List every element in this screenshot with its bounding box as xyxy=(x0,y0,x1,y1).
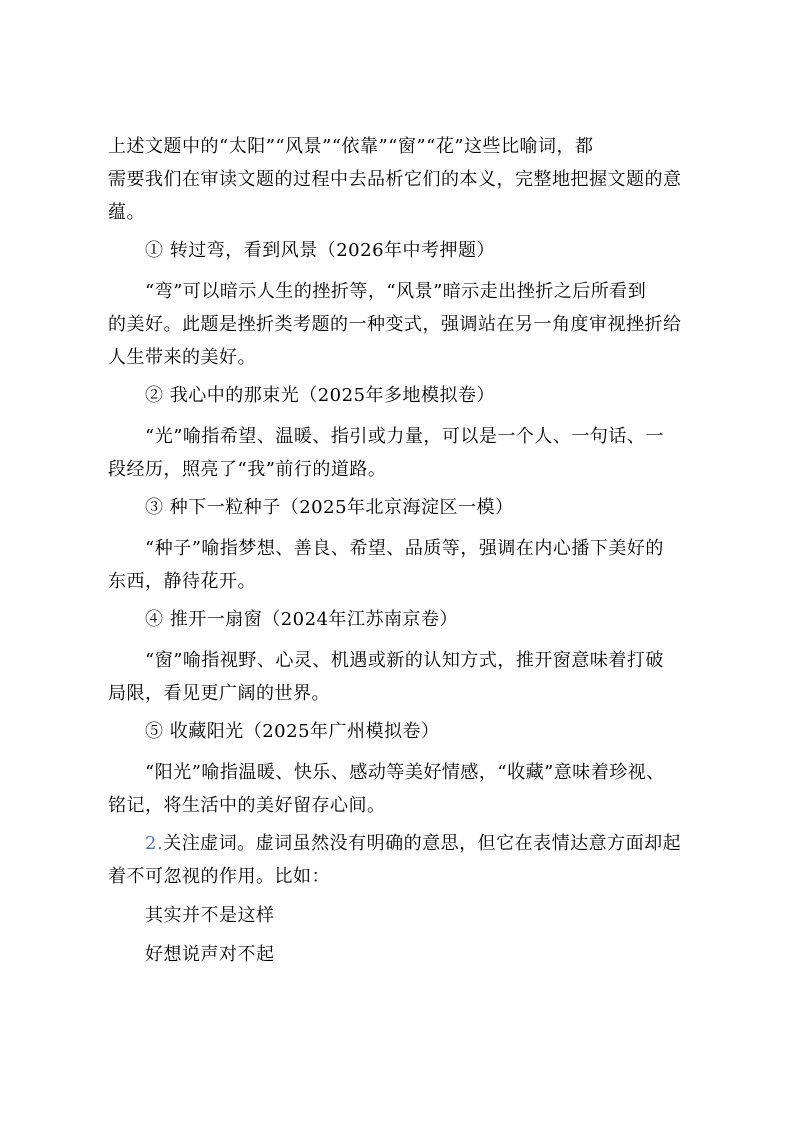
example-5-title: ⑤ 收藏阳光（2025年广州模拟卷） xyxy=(145,721,440,742)
example-sentence-1: 其实并不是这样 xyxy=(145,905,275,926)
section-number: 2. xyxy=(145,833,164,854)
example-1-desc-line-1: “弯”可以暗示人生的挫折等，“风景”暗示走出挫折之后所看到 xyxy=(145,281,647,302)
example-2-desc-line-1: “光”喻指希望、温暖、指引或力量，可以是一个人、一句话、一 xyxy=(145,426,664,447)
example-1-desc-line-2: 的美好。此题是挫折类考题的一种变式，强调站在另一角度审视挫折给 xyxy=(108,314,682,335)
section-2-line-1 xyxy=(145,833,681,855)
example-3-desc-line-1: “种子”喻指梦想、善良、希望、品质等，强调在内心播下美好的 xyxy=(145,538,664,559)
example-5-desc-line-1: “阳光”喻指温暖、快乐、感动等美好情感，“收藏”意味着珍视、 xyxy=(145,762,665,783)
section-2-text: 关注虚词。虚词虽然没有明确的意思，但它在表情达意方面却起 xyxy=(163,833,682,854)
example-2-title: ② 我心中的那束光（2025年多地模拟卷） xyxy=(145,385,496,406)
paragraph-intro-line-3: 蕴。 xyxy=(108,202,145,223)
example-4-title: ④ 推开一扇窗（2024年江苏南京卷） xyxy=(145,609,459,630)
example-5-desc-line-2: 铭记，将生活中的美好留存心间。 xyxy=(108,795,386,816)
paragraph-intro-line-2: 需要我们在审读文题的过程中去品析它们的本义，完整地把握文题的意 xyxy=(108,169,682,190)
example-1-desc-line-3: 人生带来的美好。 xyxy=(108,347,256,368)
paragraph-intro-line-1: 上述文题中的“太阳”“风景”“依靠”“窗”“花”这些比喻词，都 xyxy=(108,136,594,157)
example-sentence-2: 好想说声对不起 xyxy=(145,944,275,965)
example-4-desc-line-2: 局限，看见更广阔的世界。 xyxy=(108,683,330,704)
example-4-desc-line-1: “窗”喻指视野、心灵、机遇或新的认知方式，推开窗意味着打破 xyxy=(145,650,664,671)
example-1-title: ① 转过弯，看到风景（2026年中考押题） xyxy=(145,240,496,261)
example-3-desc-line-2: 东西，静待花开。 xyxy=(108,571,256,592)
example-3-title: ③ 种下一粒种子（2025年北京海淀区一模） xyxy=(145,497,514,518)
example-2-desc-line-2: 段经历，照亮了“我”前行的道路。 xyxy=(108,459,387,480)
section-2-line-2: 着不可忽视的作用。比如： xyxy=(108,866,330,887)
